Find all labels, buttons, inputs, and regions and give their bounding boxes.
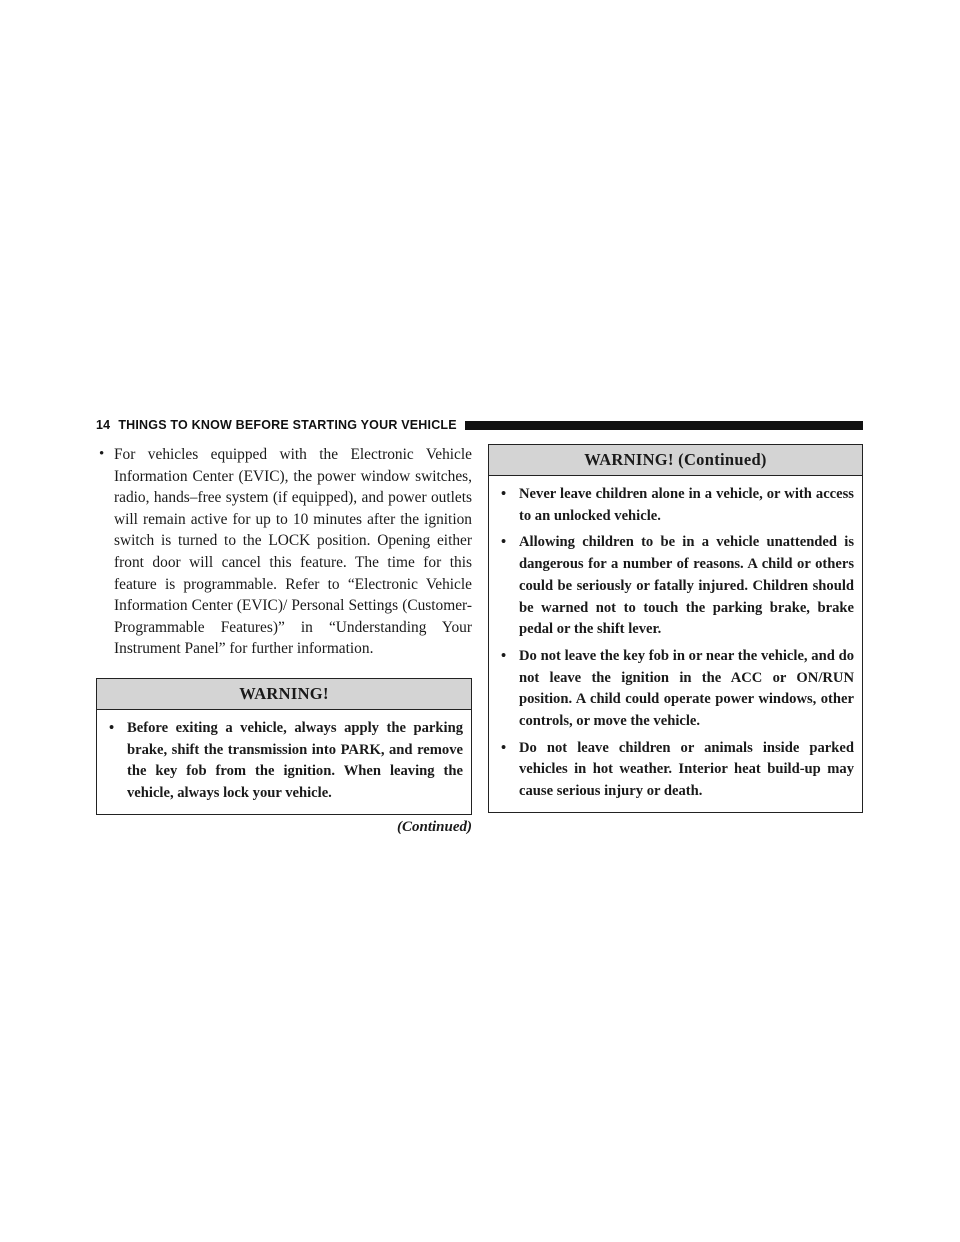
warning-item-text: Do not leave the key fob in or near the vehicle, and do not leave the ignition in the ACC or ON/RUN position. A child could operate power windows, other controls, or move the vehicle. bbox=[519, 647, 854, 730]
warning-item-text: Allowing children to be in a vehicle unattended is dangerous for a number of reasons. A child or others could be seriously or fatally injured. Children should be warned not to touch the parking brake, brake pedal or the shift lever. bbox=[519, 534, 854, 638]
warning-item-text: Before exiting a vehicle, always apply the parking brake, shift the transmission into PARK, and remove the key fob from the ignition. When leaving the vehicle, always lock your vehicle. bbox=[127, 719, 463, 802]
warning-item bbox=[499, 646, 854, 733]
bullet-icon: • bbox=[501, 486, 507, 502]
header-rule bbox=[465, 421, 863, 430]
right-column bbox=[488, 444, 863, 813]
page-header bbox=[96, 416, 863, 434]
warning-continued-title: WARNING! (Continued) bbox=[489, 445, 862, 476]
warning-box bbox=[96, 678, 472, 815]
warning-body bbox=[97, 710, 471, 814]
left-column bbox=[96, 444, 472, 836]
warning-title: WARNING! bbox=[97, 679, 471, 710]
bullet-icon: • bbox=[501, 534, 507, 551]
warning-item bbox=[107, 718, 463, 805]
warning-continued-box bbox=[488, 444, 863, 813]
section-title: THINGS TO KNOW BEFORE STARTING YOUR VEHICLE bbox=[118, 418, 457, 432]
evic-bullet-paragraph bbox=[96, 444, 472, 660]
warning-item bbox=[499, 532, 854, 641]
bullet-icon: • bbox=[109, 719, 115, 736]
warning-item bbox=[499, 738, 854, 803]
evic-bullet-text: For vehicles equipped with the Electronic Vehicle Information Center (EVIC), the power window switches, radio, hands–free system (if equipped), and power outlets will remain active for up to 10 minutes after the ignition switch is turned to the LOCK position. Opening either front door will cancel this feature. The time for this feature is programmable. Refer to “Electronic Vehicle Information Center (EVIC)/ Personal Settings (Customer-Programmable Features)” in “Understanding Your Instrument Panel” for further information. bbox=[114, 446, 472, 658]
page-number: 14 bbox=[96, 418, 111, 432]
warning-item bbox=[499, 484, 854, 527]
warning-item-text: Never leave children alone in a vehicle, or with access to an unlocked vehicle. bbox=[519, 486, 854, 524]
bullet-icon: • bbox=[501, 647, 507, 664]
continued-label: (Continued) bbox=[396, 818, 472, 835]
bullet-icon: • bbox=[501, 739, 507, 756]
warning-item-text: Do not leave children or animals inside parked vehicles in hot weather. Interior heat build-up may cause serious injury or death. bbox=[519, 739, 854, 800]
warning-continued-body bbox=[489, 476, 862, 812]
bullet-icon: • bbox=[99, 446, 105, 462]
